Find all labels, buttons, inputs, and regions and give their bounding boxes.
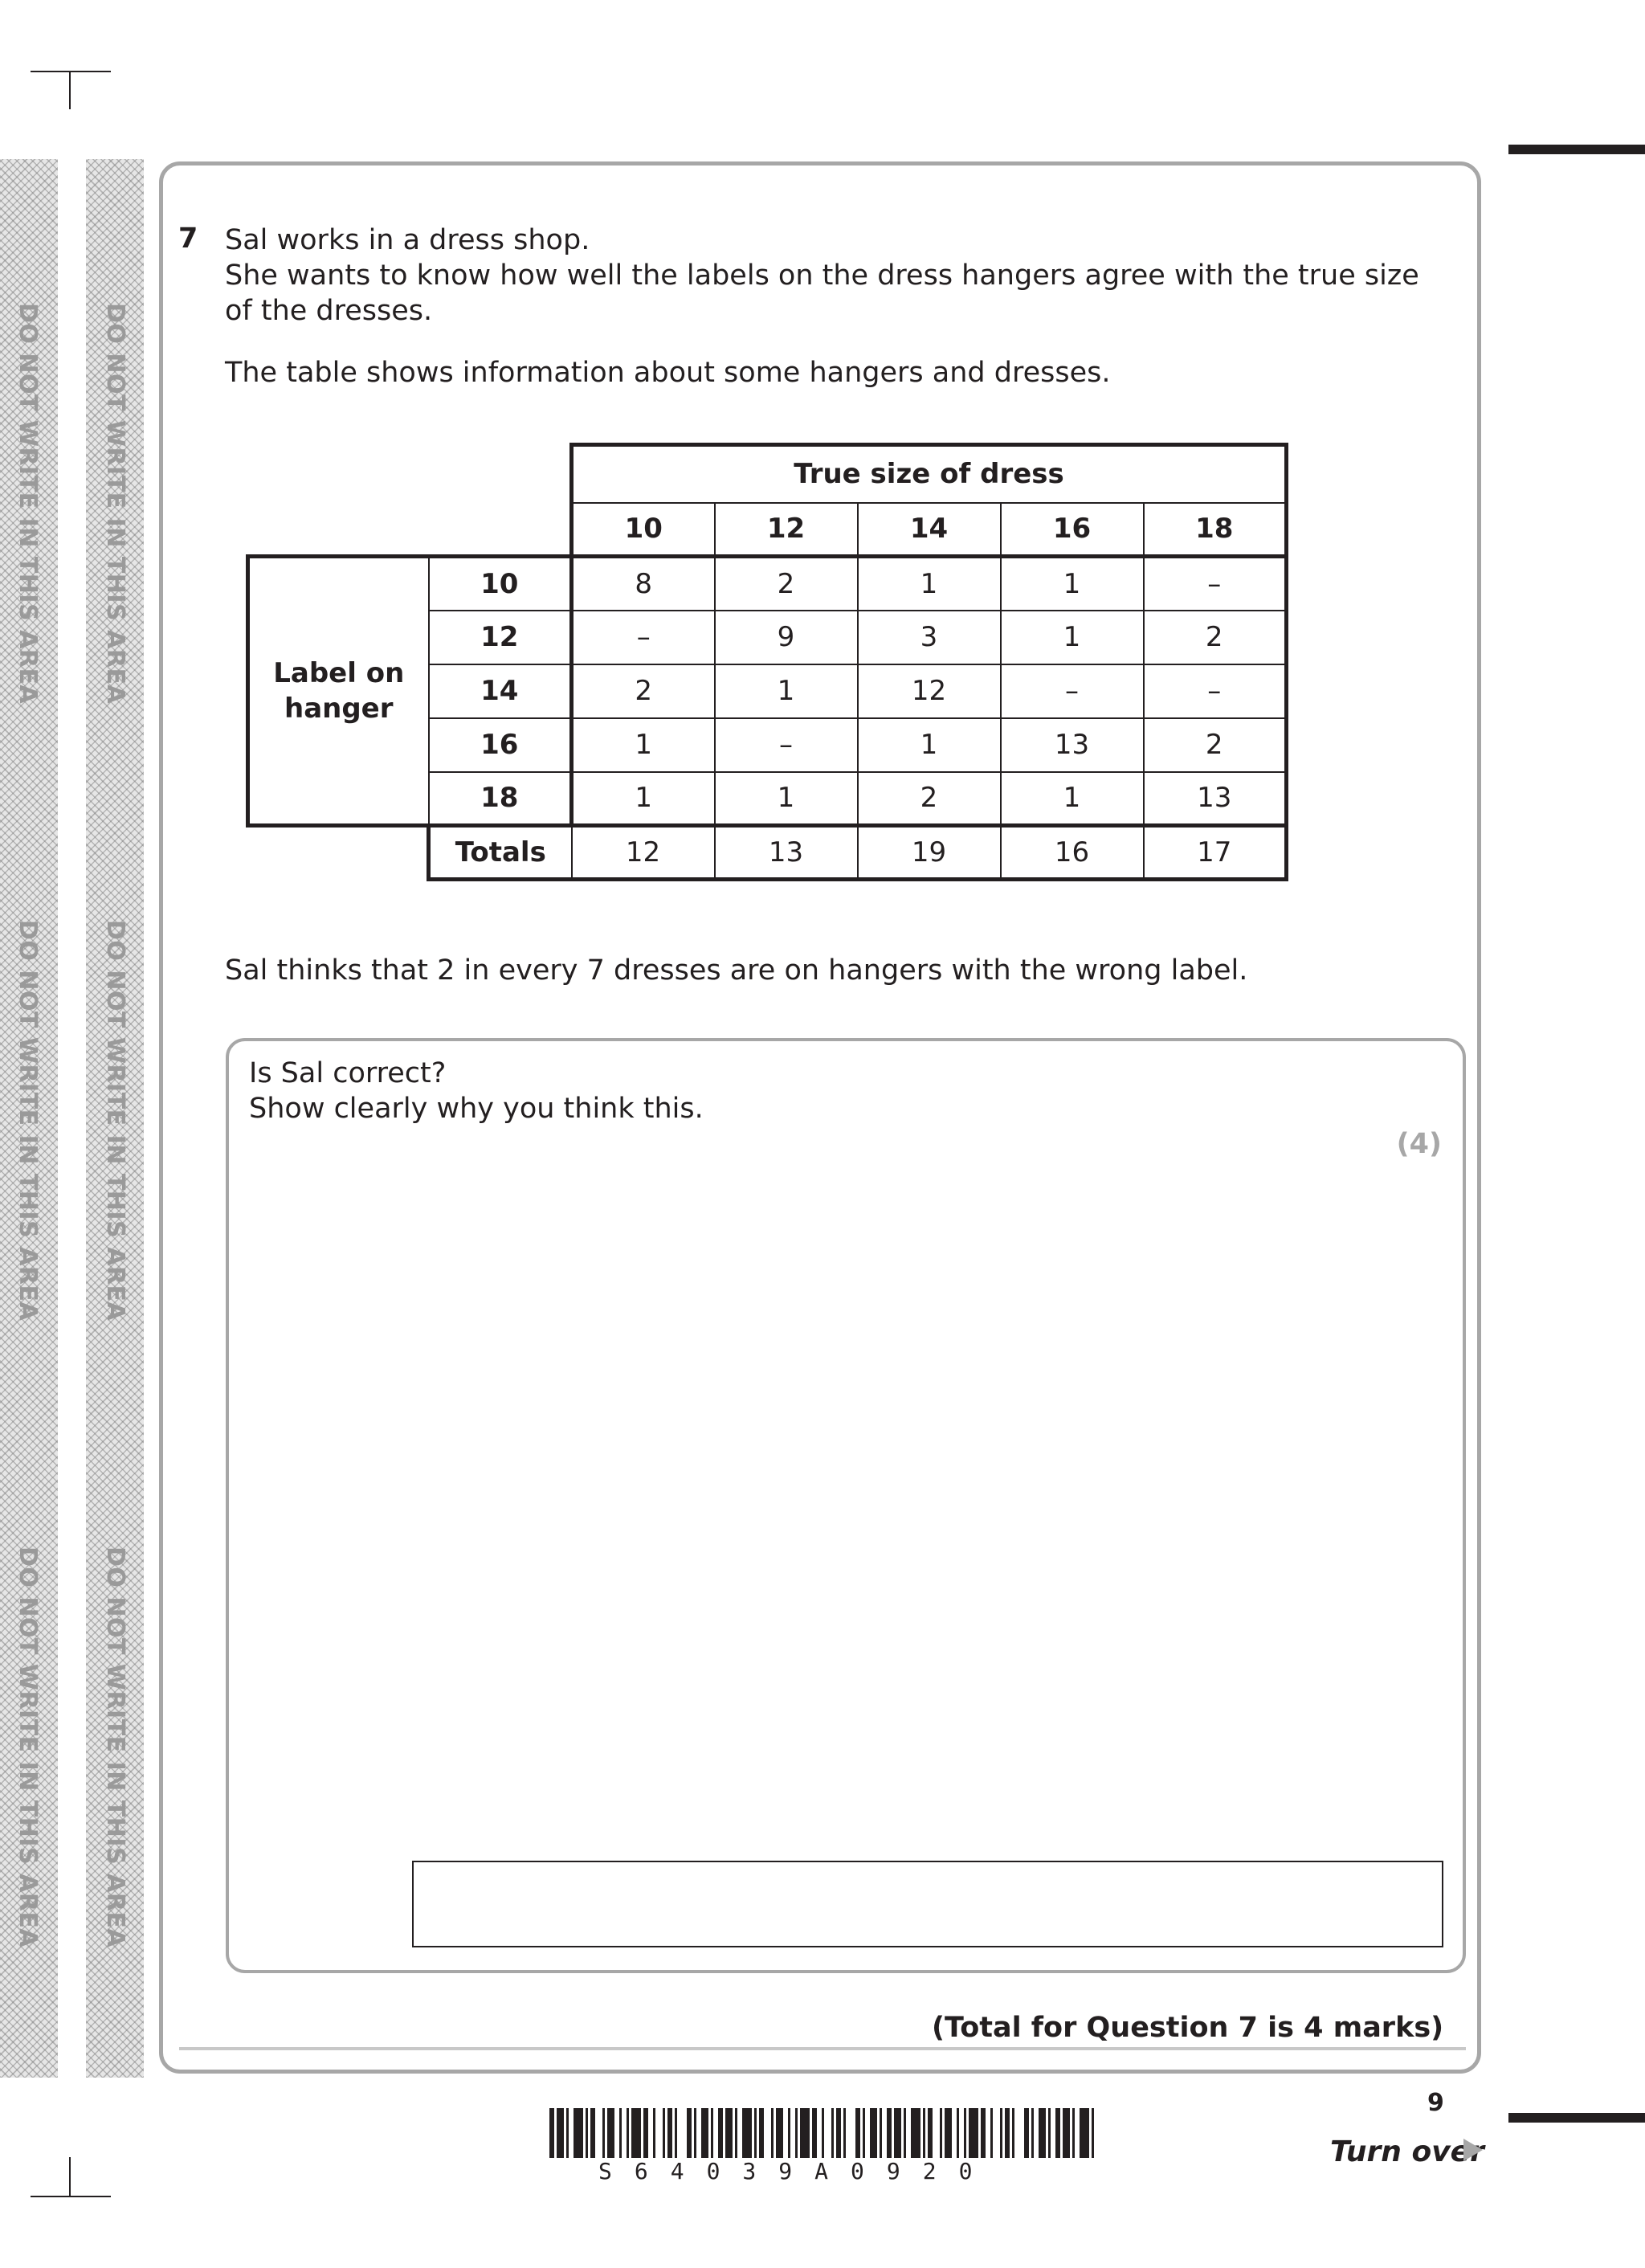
barcode-bar (981, 2108, 986, 2158)
barcode-bar (836, 2108, 841, 2158)
answer-working-area[interactable] (226, 1038, 1466, 1973)
barcode-bar (990, 2108, 993, 2158)
barcode-bar (911, 2108, 920, 2158)
barcode-bar (923, 2108, 925, 2158)
barcode-bar (771, 2108, 774, 2158)
barcode-bar (735, 2108, 737, 2158)
crop-mark (69, 71, 71, 109)
row-header: 12 (429, 611, 572, 664)
question-intro-line2: She wants to know how well the labels on the dress hangers agree with the true size (225, 259, 1419, 292)
barcode-bar (759, 2108, 764, 2158)
table-cell: – (1144, 664, 1287, 718)
right-edge-bar (1508, 2113, 1645, 2123)
question-number: 7 (178, 223, 198, 255)
barcode-bar (843, 2108, 846, 2158)
barcode-bar (643, 2108, 648, 2158)
barcode-bar (788, 2108, 790, 2158)
table-cell: 13 (1001, 718, 1144, 772)
question-total: (Total for Question 7 is 4 marks) (932, 2012, 1444, 2044)
table-intro: The table shows information about some hangers and dresses. (225, 357, 1111, 389)
table-cell: 2 (1144, 611, 1287, 664)
prompt-line2: Show clearly why you think this. (249, 1093, 704, 1125)
table-cell: 9 (715, 611, 858, 664)
table-cell: 12 (858, 664, 1001, 718)
totals-cell: 19 (858, 826, 1001, 880)
barcode-bar (725, 2108, 733, 2158)
barcode-bar (1031, 2108, 1034, 2158)
barcode-bar (1039, 2108, 1046, 2158)
barcode-bar (687, 2108, 692, 2158)
barcode-bar (631, 2108, 641, 2158)
table-cell: – (715, 718, 858, 772)
barcode-bar (1005, 2108, 1010, 2158)
barcode-bar (957, 2108, 959, 2158)
barcode-bar (675, 2108, 677, 2158)
barcode-bar (667, 2108, 672, 2158)
barcode-bar (663, 2108, 665, 2158)
row-header: 18 (429, 772, 572, 826)
row-group-header-text: Label on hanger (273, 657, 405, 725)
barcode-bar (870, 2108, 877, 2158)
barcode-bar (969, 2108, 978, 2158)
barcode-bar (586, 2108, 588, 2158)
table-cell: 1 (858, 718, 1001, 772)
totals-cell: 12 (572, 826, 715, 880)
marks-indicator: (4) (1396, 1128, 1442, 1160)
dress-size-table (246, 443, 1288, 881)
margin-warning: DO NOT WRITE IN THIS AREA (14, 920, 42, 1322)
barcode-bar (1072, 2108, 1075, 2158)
table-cell: – (1001, 664, 1144, 718)
table-cell: 3 (858, 611, 1001, 664)
table-cell: 2 (1144, 718, 1287, 772)
table-cell: 1 (715, 664, 858, 718)
column-header: 10 (572, 503, 715, 557)
table-cell: 13 (1144, 772, 1287, 826)
barcode-bar (619, 2108, 622, 2158)
barcode-bar (653, 2108, 655, 2158)
table-cell: – (572, 611, 715, 664)
barcode-bar (1000, 2108, 1002, 2158)
barcode-bar (574, 2108, 583, 2158)
totals-label: Totals (429, 826, 572, 880)
crop-mark (31, 2196, 111, 2197)
barcode-bar (754, 2108, 757, 2158)
barcode-bar (701, 2108, 708, 2158)
row-group-header (248, 557, 429, 826)
margin-warning: DO NOT WRITE IN THIS AREA (14, 1547, 42, 1948)
margin-warning: DO NOT WRITE IN THIS AREA (14, 303, 42, 705)
barcode-bar (776, 2108, 783, 2158)
table-cell: 1 (858, 557, 1001, 611)
column-header: 16 (1001, 503, 1144, 557)
barcode-bar (549, 2108, 554, 2158)
turn-over-label: Turn over (1330, 2135, 1484, 2168)
column-header: 12 (715, 503, 858, 557)
margin-warning: DO NOT WRITE IN THIS AREA (101, 920, 129, 1322)
totals-cell: 17 (1144, 826, 1287, 880)
table-cell: 1 (1001, 557, 1144, 611)
barcode-bar (863, 2108, 865, 2158)
claim-text: Sal thinks that 2 in every 7 dresses are on hangers with the wrong label. (225, 954, 1248, 987)
table-cell: 1 (715, 772, 858, 826)
totals-cell: 16 (1001, 826, 1144, 880)
margin-warning: DO NOT WRITE IN THIS AREA (101, 303, 129, 705)
table-cell: 2 (858, 772, 1001, 826)
page-number: 9 (1427, 2089, 1444, 2117)
question-intro-line1: Sal works in a dress shop. (225, 224, 590, 256)
divider (179, 2047, 1466, 2050)
table-cell: 2 (572, 664, 715, 718)
column-header: 14 (858, 503, 1001, 557)
crop-mark (31, 71, 111, 72)
barcode-bar (1080, 2108, 1089, 2158)
barcode-bar (831, 2108, 834, 2158)
barcode-bar (607, 2108, 614, 2158)
column-header: 18 (1144, 503, 1287, 557)
row-header: 14 (429, 664, 572, 718)
barcode-bar (1024, 2108, 1029, 2158)
table-cell: 1 (1001, 611, 1144, 664)
barcode-bar (718, 2108, 723, 2158)
barcode-bar (904, 2108, 906, 2158)
barcode-bar (1012, 2108, 1014, 2158)
totals-cell: 13 (715, 826, 858, 880)
barcode-bar (1063, 2108, 1070, 2158)
barcode-bar (742, 2108, 752, 2158)
barcode-bar (590, 2108, 595, 2158)
question-intro-line3: of the dresses. (225, 295, 433, 327)
barcode-bar (557, 2108, 564, 2158)
barcode-bar (964, 2108, 966, 2158)
barcode-bar (812, 2108, 817, 2158)
barcode-bar (1092, 2108, 1094, 2158)
barcode-bar (711, 2108, 713, 2158)
barcode-bar (880, 2108, 882, 2158)
barcode-bar (627, 2108, 629, 2158)
margin-warning: DO NOT WRITE IN THIS AREA (101, 1547, 129, 1948)
row-header: 10 (429, 557, 572, 611)
barcode-bar (855, 2108, 860, 2158)
barcode-text: S64039A0920 (598, 2158, 995, 2184)
table-cell: 1 (572, 718, 715, 772)
barcode-bar (894, 2108, 901, 2158)
barcode (549, 2108, 1096, 2158)
barcode-bar (887, 2108, 892, 2158)
barcode-bar (694, 2108, 696, 2158)
table-cell: – (1144, 557, 1287, 611)
barcode-bar (566, 2108, 569, 2158)
row-header: 16 (429, 718, 572, 772)
barcode-bar (602, 2108, 605, 2158)
barcode-bar (795, 2108, 798, 2158)
final-answer-field[interactable] (412, 1861, 1443, 1947)
barcode-bar (940, 2108, 942, 2158)
crop-mark (69, 2157, 71, 2196)
barcode-bar (1055, 2108, 1060, 2158)
barcode-bar (800, 2108, 810, 2158)
table-cell: 1 (572, 772, 715, 826)
table-cell: 8 (572, 557, 715, 611)
column-group-header: True size of dress (572, 445, 1287, 503)
arrow-right-icon (1463, 2139, 1483, 2161)
barcode-bar (822, 2108, 824, 2158)
table-cell: 2 (715, 557, 858, 611)
right-edge-bar (1508, 145, 1645, 154)
prompt-line1: Is Sal correct? (249, 1057, 447, 1089)
barcode-bar (945, 2108, 952, 2158)
barcode-bar (1048, 2108, 1051, 2158)
table-cell: 1 (1001, 772, 1144, 826)
barcode-bar (928, 2108, 933, 2158)
